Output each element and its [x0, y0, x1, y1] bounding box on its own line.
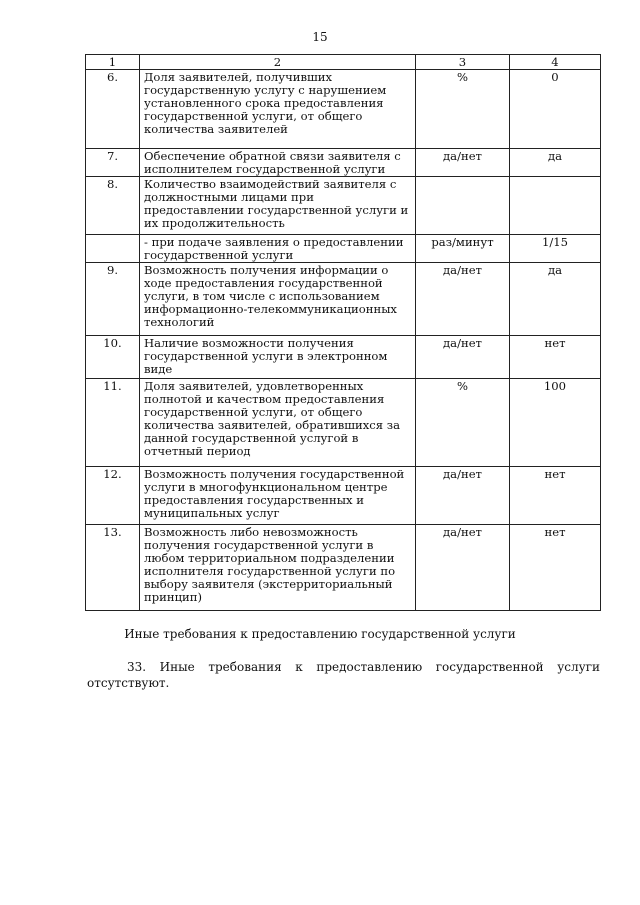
table-header-row	[86, 55, 601, 70]
row-number: 13.	[86, 525, 140, 611]
table-row	[86, 467, 601, 525]
paragraph-line: 33. Иные требования к предоставлению государственной услуги	[127, 660, 600, 674]
indicators-table	[85, 54, 601, 611]
row-number: 8.	[86, 177, 140, 235]
value-cell: нет	[510, 525, 601, 611]
indicator-text: Количество взаимодействий заявителя с должностными лицами при предоставлении государственной услуги и их продолжительность	[140, 177, 416, 235]
table-row	[86, 379, 601, 467]
value-cell: 100	[510, 379, 601, 467]
indicator-text: Обеспечение обратной связи заявителя с исполнителем государственной услуги	[140, 149, 416, 177]
row-number: 7.	[86, 149, 140, 177]
table-row	[86, 70, 601, 149]
table-row	[86, 149, 601, 177]
unit-cell	[416, 177, 510, 235]
indicator-text: - при подаче заявления о предоставлении государственной услуги	[140, 235, 416, 263]
indicator-text: Наличие возможности получения государственной услуги в электронном виде	[140, 336, 416, 379]
unit-cell: %	[416, 379, 510, 467]
value-cell: да	[510, 263, 601, 336]
row-number: 11.	[86, 379, 140, 467]
table-row	[86, 235, 601, 263]
column-header: 3	[416, 55, 510, 70]
row-number	[86, 235, 140, 263]
row-number: 6.	[86, 70, 140, 149]
unit-cell: раз/минут	[416, 235, 510, 263]
value-cell	[510, 177, 601, 235]
unit-cell: да/нет	[416, 149, 510, 177]
unit-cell: да/нет	[416, 263, 510, 336]
table-row	[86, 177, 601, 235]
indicator-text: Возможность получения информации о ходе предоставления государственной услуги, в том числе с использованием информационно-телекоммуникационных технологий	[140, 263, 416, 336]
unit-cell: да/нет	[416, 525, 510, 611]
value-cell: нет	[510, 467, 601, 525]
row-number: 10.	[86, 336, 140, 379]
value-cell: 1/15	[510, 235, 601, 263]
indicator-text: Возможность либо невозможность получения государственной услуги в любом территориальном подразделении исполнителя государственной услуги по выбору заявителя (экстерриториальный принцип)	[140, 525, 416, 611]
paragraph-33	[87, 659, 600, 691]
indicator-text: Доля заявителей, удовлетворенных полнотой и качеством предоставления государственной услуги, от общего количества заявителей, обратившихся за данной государственной услугой в отчетный период	[140, 379, 416, 467]
column-header: 1	[86, 55, 140, 70]
row-number: 12.	[86, 467, 140, 525]
value-cell: 0	[510, 70, 601, 149]
column-header: 2	[140, 55, 416, 70]
unit-cell: да/нет	[416, 467, 510, 525]
value-cell: да	[510, 149, 601, 177]
row-number: 9.	[86, 263, 140, 336]
section-heading: Иные требования к предоставлению государственной услуги	[124, 627, 516, 641]
table-row	[86, 263, 601, 336]
table-row	[86, 336, 601, 379]
value-cell: нет	[510, 336, 601, 379]
indicator-text: Доля заявителей, получивших государственную услугу с нарушением установленного срока предоставления государственной услуги, от общего количества заявителей	[140, 70, 416, 149]
column-header: 4	[510, 55, 601, 70]
paragraph-line: отсутствуют.	[87, 676, 170, 690]
unit-cell: да/нет	[416, 336, 510, 379]
page-number: 15	[312, 30, 328, 44]
unit-cell: %	[416, 70, 510, 149]
indicator-text: Возможность получения государственной услуги в многофункциональном центре предоставления государственных и муниципальных услуг	[140, 467, 416, 525]
table-row	[86, 525, 601, 611]
